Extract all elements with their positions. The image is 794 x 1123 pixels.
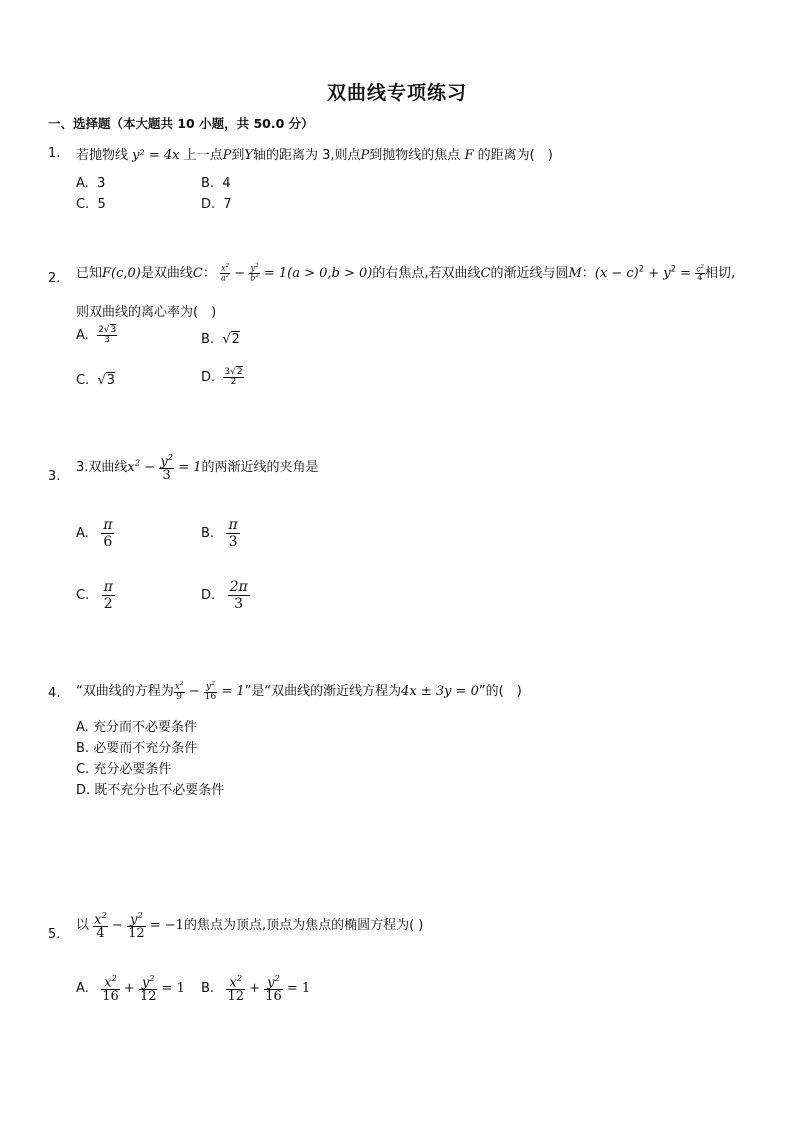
hyperbola-y-term: $\frac{y^2}{3}$ bbox=[160, 452, 174, 484]
hyperbola-y-term: $\frac{y^2}{b^2}$ bbox=[250, 263, 259, 283]
option-b[interactable]: B. 4 bbox=[201, 176, 231, 191]
option-d[interactable]: D. 既不充分也不必要条件 bbox=[76, 783, 225, 798]
option-a[interactable]: A. $\frac{x^2}{16}$ + $\frac{y^2}{12}$ = 1 bbox=[76, 973, 185, 1005]
option-c[interactable]: C. 充分必要条件 bbox=[76, 762, 172, 777]
question-text-line2: 则双曲线的离心率为( ) bbox=[76, 305, 217, 320]
question-text: 若抛物线 y² = 4x 上一点P到Y轴的距离为 3,则点P到抛物线的焦点 F 的距离为( ) bbox=[76, 148, 553, 163]
question-number: 3. bbox=[48, 469, 61, 484]
circle-radius-term: $\frac{c^2}{4}$ bbox=[696, 263, 704, 283]
option-d[interactable]: D. $\frac{3√2}{2}$ bbox=[201, 367, 243, 387]
option-b[interactable]: B. √2 bbox=[201, 332, 240, 347]
question-number: 4. bbox=[48, 686, 61, 701]
option-a[interactable]: A. 3 bbox=[76, 176, 106, 191]
question-text: “双曲线的方程为 $\frac{x^2}{9}$ − $\frac{y^2}{16}$ = 1”是“双曲线的渐近线方程为4x ± 3y = 0”的( ) bbox=[76, 680, 522, 702]
option-b[interactable]: B. 必要而不充分条件 bbox=[76, 741, 198, 756]
option-a[interactable]: A. $\frac{\pi}{6}$ bbox=[76, 517, 113, 550]
question-number: 5. bbox=[48, 927, 61, 942]
hyperbola-x-term: $\frac{x^2}{a^2}$ bbox=[221, 263, 230, 283]
question-text: 以 $\frac{x^2}{4}$ − $\frac{y^2}{12}$ = −1的焦点为顶点,顶点为焦点的椭圆方程为( ) bbox=[76, 910, 424, 942]
option-b[interactable]: B. $\frac{x^2}{12}$ + $\frac{y^2}{16}$ = 1 bbox=[201, 973, 311, 1005]
question-number: 2. bbox=[48, 271, 61, 286]
section-heading: 一、选择题（本大题共 10 小题，共 50.0 分） bbox=[48, 116, 314, 131]
page-title: 双曲线专项练习 bbox=[326, 82, 467, 104]
option-a[interactable]: A. 充分而不必要条件 bbox=[76, 720, 197, 735]
question-text: 3.双曲线$x^2$ − $\frac{y^2}{3}$ = 1的两渐近线的夹角是 bbox=[76, 452, 319, 484]
option-c[interactable]: C. $\frac{\pi}{2}$ bbox=[76, 579, 113, 612]
option-b[interactable]: B. $\frac{\pi}{3}$ bbox=[201, 517, 238, 550]
question-number: 1. bbox=[48, 146, 61, 161]
option-d[interactable]: D. $\frac{2\pi}{3}$ bbox=[201, 579, 248, 612]
option-d[interactable]: D. 7 bbox=[201, 197, 232, 212]
option-a[interactable]: A. $\frac{2√3}{3}$ bbox=[76, 325, 117, 345]
option-c[interactable]: C. 5 bbox=[76, 197, 106, 212]
question-text: 已知F(c,0)是双曲线C： $\frac{x^2}{a^2}$ − $\frac{y^2}{b^2}$ = 1(a > 0,b > 0)的右焦点,若双曲线C的渐近线与圆M：$(x - c)^2 + y^2$ = $\frac{c^2}{4}$ 相切, bbox=[76, 263, 736, 283]
option-c[interactable]: C. √3 bbox=[76, 373, 116, 388]
parabola-equation: y² = 4x bbox=[132, 148, 180, 163]
